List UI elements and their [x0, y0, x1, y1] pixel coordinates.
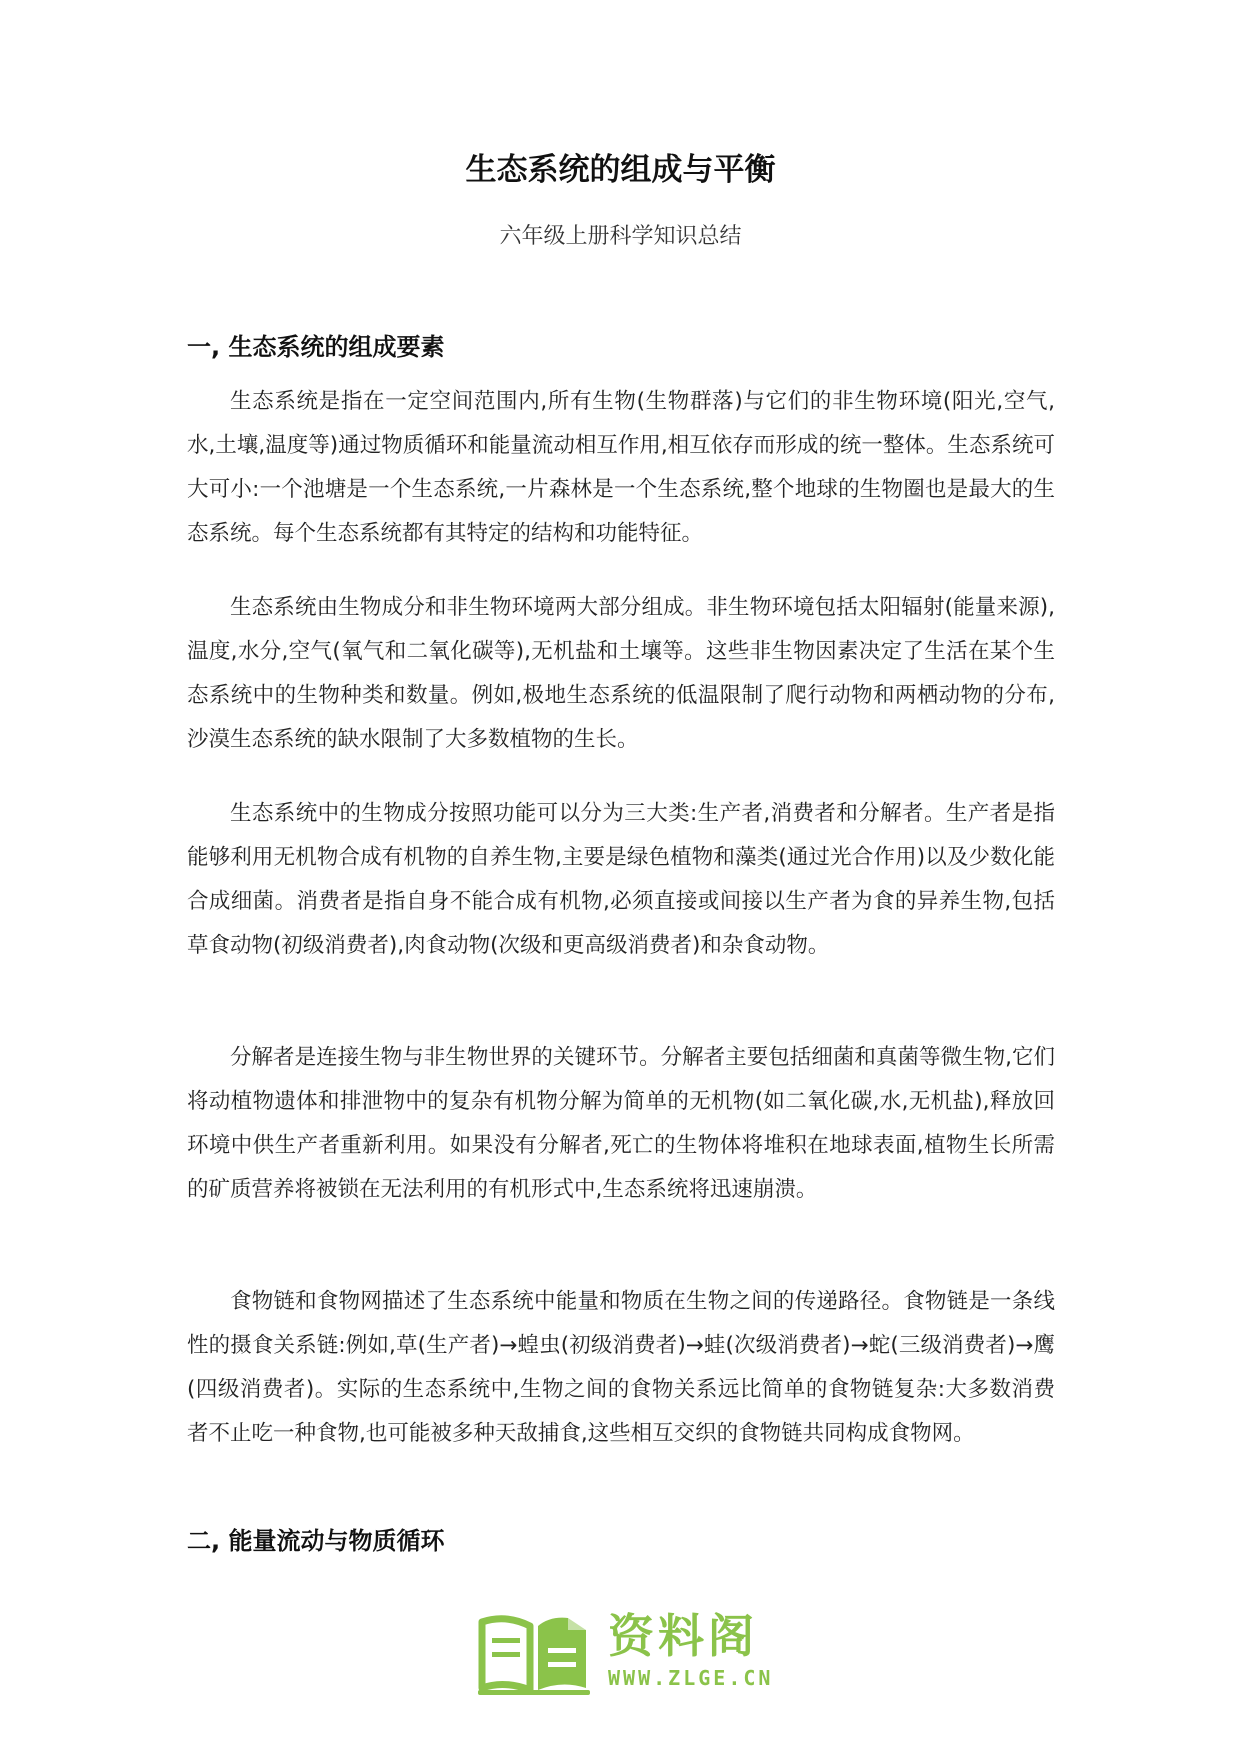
section-heading-1: 一, 生态系统的组成要素 — [187, 333, 445, 361]
paragraph-3: 生态系统中的生物成分按照功能可以分为三大类:生产者,消费者和分解者。生产者是指能够利用无机物合成有机物的自养生物,主要是绿色植物和藻类(通过光合作用)以及少数化能合成细菌。消费者是指自身不能合成有机物,必须直接或间接以生产者为食的异养生物,包括草食动物(初级消费者),肉食动物(次级和更高级消费者)和杂食动物。 — [187, 801, 1055, 958]
paragraph-2: 生态系统由生物成分和非生物环境两大部分组成。非生物环境包括太阳辐射(能量来源),温度,水分,空气(氧气和二氧化碳等),无机盐和土壤等。这些非生物因素决定了生活在某个生态系统中的生物种类和数量。例如,极地生态系统的低温限制了爬行动物和两栖动物的分布,沙漠生态系统的缺水限制了大多数植物的生长。 — [187, 595, 1055, 752]
paragraph-4: 分解者是连接生物与非生物世界的关键环节。分解者主要包括细菌和真菌等微生物,它们将动植物遗体和排泄物中的复杂有机物分解为简单的无机物(如二氧化碳,水,无机盐),释放回环境中供生产者重新利用。如果没有分解者,死亡的生物体将堆积在地球表面,植物生长所需的矿质营养将被锁在无法利用的有机形式中,生态系统将迅速崩溃。 — [187, 1045, 1055, 1202]
paragraph-1: 生态系统是指在一定空间范围内,所有生物(生物群落)与它们的非生物环境(阳光,空气,水,土壤,温度等)通过物质循环和能量流动相互作用,相互依存而形成的统一整体。生态系统可大可小:一个池塘是一个生态系统,一片森林是一个生态系统,整个地球的生物圈也是最大的生态系统。每个生态系统都有其特定的结构和功能特征。 — [187, 389, 1055, 546]
paragraph-5: 食物链和食物网描述了生态系统中能量和物质在生物之间的传递路径。食物链是一条线性的摄食关系链:例如,草(生产者)→蝗虫(初级消费者)→蛙(次级消费者)→蛇(三级消费者)→鹰(四级消费者)。实际的生态系统中,生物之间的食物关系远比简单的食物链复杂:大多数消费者不止吃一种食物,也可能被多种天敌捕食,这些相互交织的食物链共同构成食物网。 — [187, 1289, 1055, 1446]
open-book-icon — [474, 1608, 594, 1696]
section-heading-2: 二, 能量流动与物质循环 — [187, 1527, 445, 1555]
watermark-url: WWW.ZLGE.CN — [608, 1666, 774, 1690]
watermark-name: 资料阁 — [608, 1609, 758, 1663]
watermark-logo — [474, 1608, 774, 1698]
document-subtitle: 六年级上册科学知识总结 — [499, 224, 742, 249]
document-title: 生态系统的组成与平衡 — [465, 152, 776, 188]
